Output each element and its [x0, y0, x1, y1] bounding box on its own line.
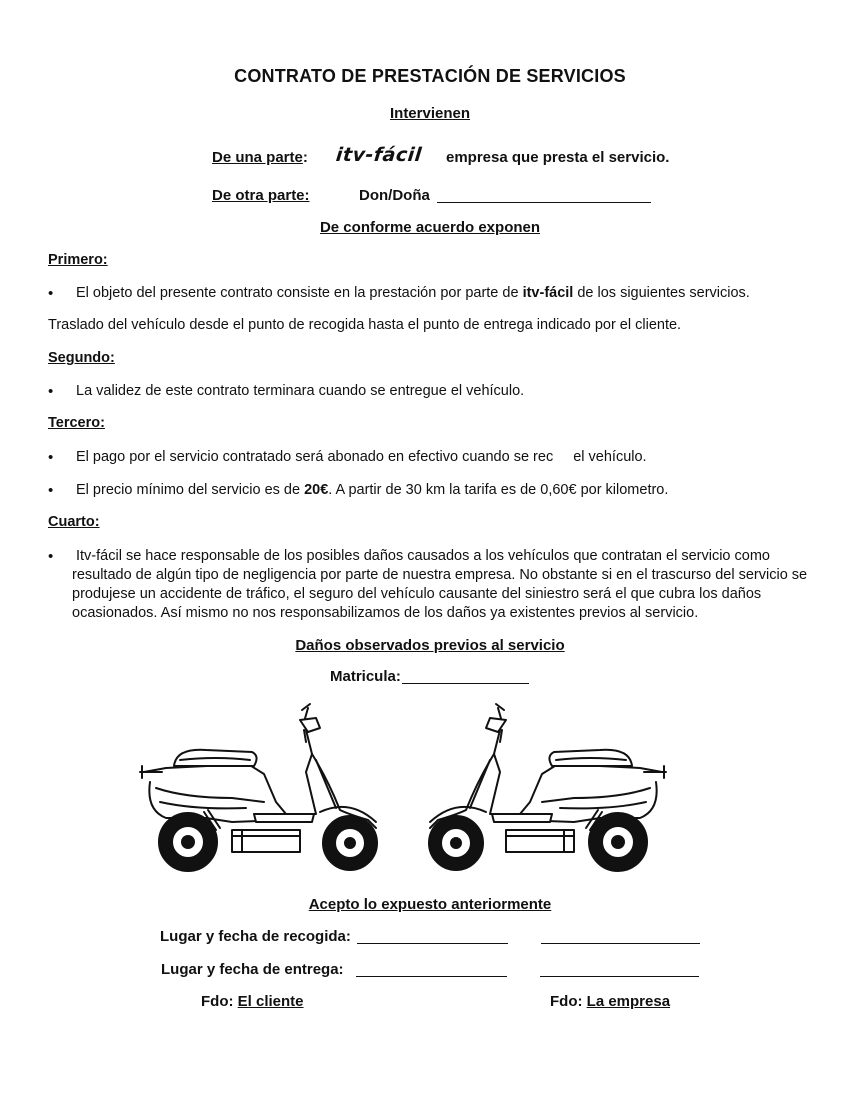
entrega-place-blank[interactable] [356, 962, 507, 982]
primero-heading: Primero: [48, 252, 108, 268]
client-label: El cliente [237, 993, 304, 1010]
bullet-mark: • [48, 449, 54, 466]
recogida-date-blank[interactable] [541, 929, 700, 949]
otra-parte-label: De otra parte: [212, 187, 310, 204]
don-dona-label: Don/Doña [359, 187, 430, 204]
entrega-label: Lugar y fecha de entrega: [161, 961, 344, 978]
signature-client[interactable] [201, 993, 304, 1010]
segundo-heading: Segundo: [48, 350, 115, 366]
bullet-mark: • [48, 548, 54, 565]
scooter-right-side-diagram[interactable] [424, 702, 670, 876]
una-parte-label: De una parte [212, 149, 303, 166]
cuarto-line-4: ocasionados. Así mismo no nos responsabilizamos de los daños ya existentes previos al servicio. [72, 605, 699, 621]
matricula-label: Matricula: [330, 668, 401, 685]
matricula-blank[interactable] [402, 669, 529, 689]
fdo-label: Fdo: [201, 993, 234, 1010]
segundo-bullet: La validez de este contrato terminara cuando se entregue el vehículo. [76, 383, 525, 399]
intervienen-heading: Intervienen [389, 105, 471, 122]
entrega-date-blank[interactable] [540, 962, 699, 982]
signature-company[interactable] [550, 993, 670, 1010]
damages-heading: Daños observados previos al servicio [295, 637, 565, 654]
bullet-mark: • [48, 383, 54, 400]
primero-bullet: El objeto del presente contrato consiste en la prestación por parte de itv-fácil de los siguientes servicios. [76, 285, 750, 301]
una-parte-description: empresa que presta el servicio. [446, 149, 670, 166]
cuarto-line-3: produjese un accidente de tráfico, el seguro del vehículo causante del siniestro será el que cubra los daños [72, 586, 762, 602]
company-label: La empresa [586, 993, 671, 1010]
tercero-heading: Tercero: [48, 415, 105, 431]
acceptance-heading: Acepto lo expuesto anteriormente [308, 896, 552, 913]
una-parte-row [212, 149, 308, 166]
primero-service-line: Traslado del vehículo desde el punto de recogida hasta el punto de entrega indicado por el cliente. [48, 317, 682, 333]
cuarto-line-1: Itv-fácil se hace responsable de los posibles daños causados a los vehículos que contratan el servicio como [76, 548, 770, 564]
bullet-mark: • [48, 285, 54, 302]
bullet-mark: • [48, 482, 54, 499]
una-parte-colon: : [302, 149, 308, 166]
itv-facil-logo: itv-fácil [334, 144, 423, 166]
fdo-label: Fdo: [550, 993, 583, 1010]
tercero-bullet-price: El precio mínimo del servicio es de 20€. A partir de 30 km la tarifa es de 0,60€ por kilometro. [76, 482, 669, 498]
contract-title: CONTRATO DE PRESTACIÓN DE SERVICIOS [234, 66, 626, 86]
scooter-left-side-diagram[interactable] [136, 702, 382, 876]
recogida-place-blank[interactable] [357, 929, 508, 949]
cuarto-line-2: resultado de algún tipo de negligencia por parte de nuestra empresa. No obstante si en el trascurso del servicio se [72, 567, 808, 583]
recogida-label: Lugar y fecha de recogida: [160, 928, 351, 945]
cuarto-heading: Cuarto: [48, 514, 100, 530]
don-dona-blank[interactable] [437, 188, 651, 208]
tercero-bullet-payment: El pago por el servicio contratado será abonado en efectivo cuando se rec el vehículo. [76, 449, 647, 465]
exponen-heading: De conforme acuerdo exponen [319, 219, 541, 236]
